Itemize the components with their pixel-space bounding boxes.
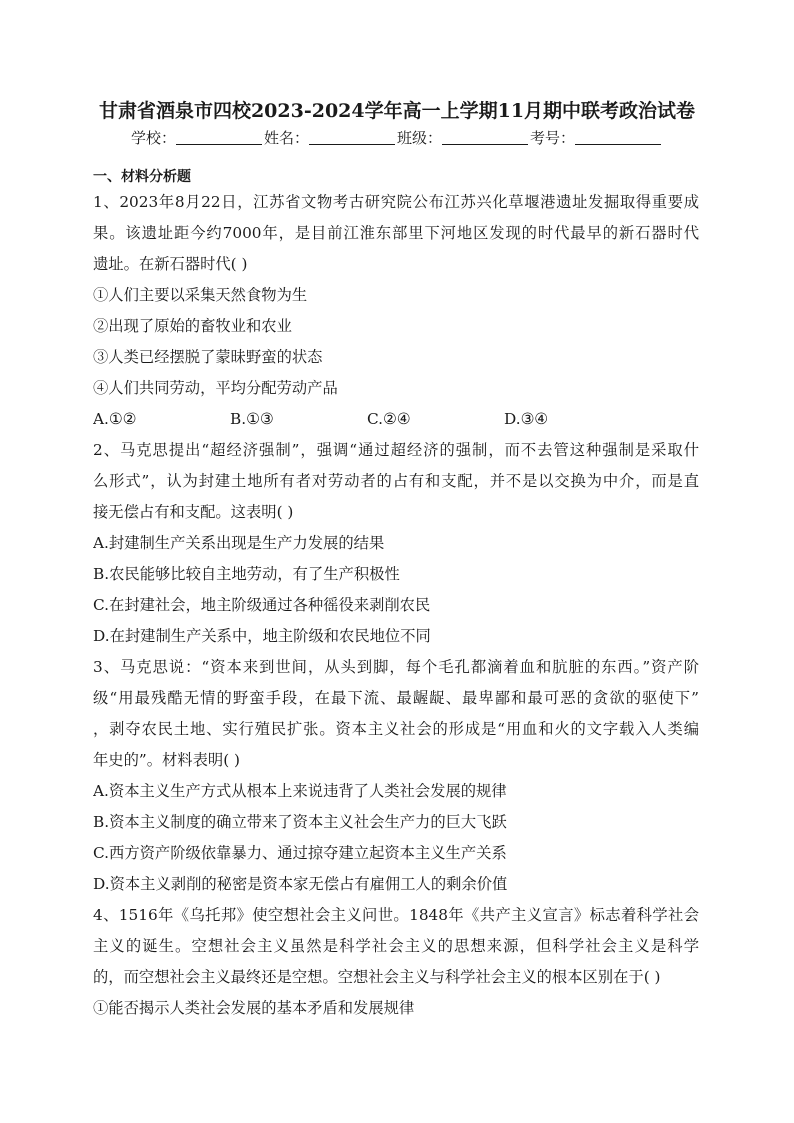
student-info-line xyxy=(0,127,794,148)
number-blank[interactable] xyxy=(575,130,661,145)
q2-option-a[interactable]: A.封建制生产关系出现是生产力发展的结果 xyxy=(93,534,385,552)
q3-option-a[interactable]: A.资本主义生产方式从根本上来说违背了人类社会发展的规律 xyxy=(93,782,507,800)
q3-option-d[interactable]: D.资本主义剥削的秘密是资本家无偿占有雇佣工人的剩余价值 xyxy=(93,875,508,893)
class-blank[interactable] xyxy=(442,130,528,145)
class-label: 班级： xyxy=(397,129,443,147)
name-label: 姓名： xyxy=(263,129,309,147)
q3-stem-line: 级“用最残酷无情的野蛮手段，在最下流、最龌龊、最卑鄙和最可恶的贪欲的驱使下” xyxy=(93,689,699,707)
number-label: 考号： xyxy=(530,129,576,147)
q4-stem-line: 主义的诞生。空想社会主义虽然是科学社会主义的思想来源，但科学社会主义是科学 xyxy=(93,937,699,955)
q3-stem-line: 3、马克思说：“资本来到世间，从头到脚，每个毛孔都滴着血和肮脏的东西。”资产阶 xyxy=(93,658,699,676)
q1-option-c[interactable]: C.②④ xyxy=(367,410,411,428)
q1-option-d[interactable]: D.③④ xyxy=(504,410,549,428)
q2-option-b[interactable]: B.农民能够比较自主地劳动，有了生产积极性 xyxy=(93,565,400,583)
q2-stem-line: 接无偿占有和支配。这表明( ) xyxy=(93,503,294,521)
q3-option-c[interactable]: C.西方资产阶级依靠暴力、通过掠夺建立起资本主义生产关系 xyxy=(93,844,507,862)
q4-stem-line: 4、1516年《乌托邦》使空想社会主义问世。1848年《共产主义宣言》标志着科学社会 xyxy=(93,906,699,924)
q1-stem-line: 1、2023年8月22日，江苏省文物考古研究院公布江苏兴化草堰港遗址发掘取得重要成 xyxy=(93,193,699,211)
q1-statement: ②出现了原始的畜牧业和农业 xyxy=(93,317,292,335)
q1-statement: ③人类已经摆脱了蒙昧野蛮的状态 xyxy=(93,348,323,366)
q2-option-d[interactable]: D.在封建制生产关系中，地主阶级和农民地位不同 xyxy=(93,627,431,645)
questions-body xyxy=(93,187,699,1024)
school-blank[interactable] xyxy=(176,130,262,145)
section-heading: 一、材料分析题 xyxy=(93,169,191,185)
q1-statement: ①人们主要以采集天然食物为生 xyxy=(93,286,308,304)
q2-option-c[interactable]: C.在封建社会，地主阶级通过各种徭役来剥削农民 xyxy=(93,596,431,614)
school-label: 学校： xyxy=(130,129,176,147)
q4-statement: ①能否揭示人类社会发展的基本矛盾和发展规律 xyxy=(93,999,415,1017)
q1-statement: ④人们共同劳动，平均分配劳动产品 xyxy=(93,379,338,397)
q1-option-a[interactable]: A.①② xyxy=(93,410,137,428)
q1-stem-line: 遗址。在新石器时代( ) xyxy=(93,255,248,273)
q1-stem-line: 果。该遗址距今约7000年，是目前江淮东部里下河地区发现的时代最早的新石器时代 xyxy=(93,224,699,242)
q2-stem-line: 2、马克思提出“超经济强制”，强调“通过超经济的强制，而不去管这种强制是采取什 xyxy=(93,441,699,459)
q3-stem-line: ，剥夺农民土地、实行殖民扩张。资本主义社会的形成是“用血和火的文字载入人类编 xyxy=(93,720,699,738)
name-blank[interactable] xyxy=(309,130,395,145)
q1-options xyxy=(93,404,699,435)
q4-stem-line: 的，而空想社会主义最终还是空想。空想社会主义与科学社会主义的根本区别在于( ) xyxy=(93,968,661,986)
q3-option-b[interactable]: B.资本主义制度的确立带来了资本主义社会生产力的巨大飞跃 xyxy=(93,813,507,831)
page-title: 甘肃省酒泉市四校2023-2024学年高一上学期11月期中联考政治试卷 xyxy=(98,100,696,122)
q2-stem-line: 么形式”，认为封建土地所有者对劳动者的占有和支配，并不是以交换为中介，而是直 xyxy=(93,472,699,490)
q1-option-b[interactable]: B.①③ xyxy=(230,410,274,428)
q3-stem-line: 年史的”。材料表明( ) xyxy=(93,751,240,769)
